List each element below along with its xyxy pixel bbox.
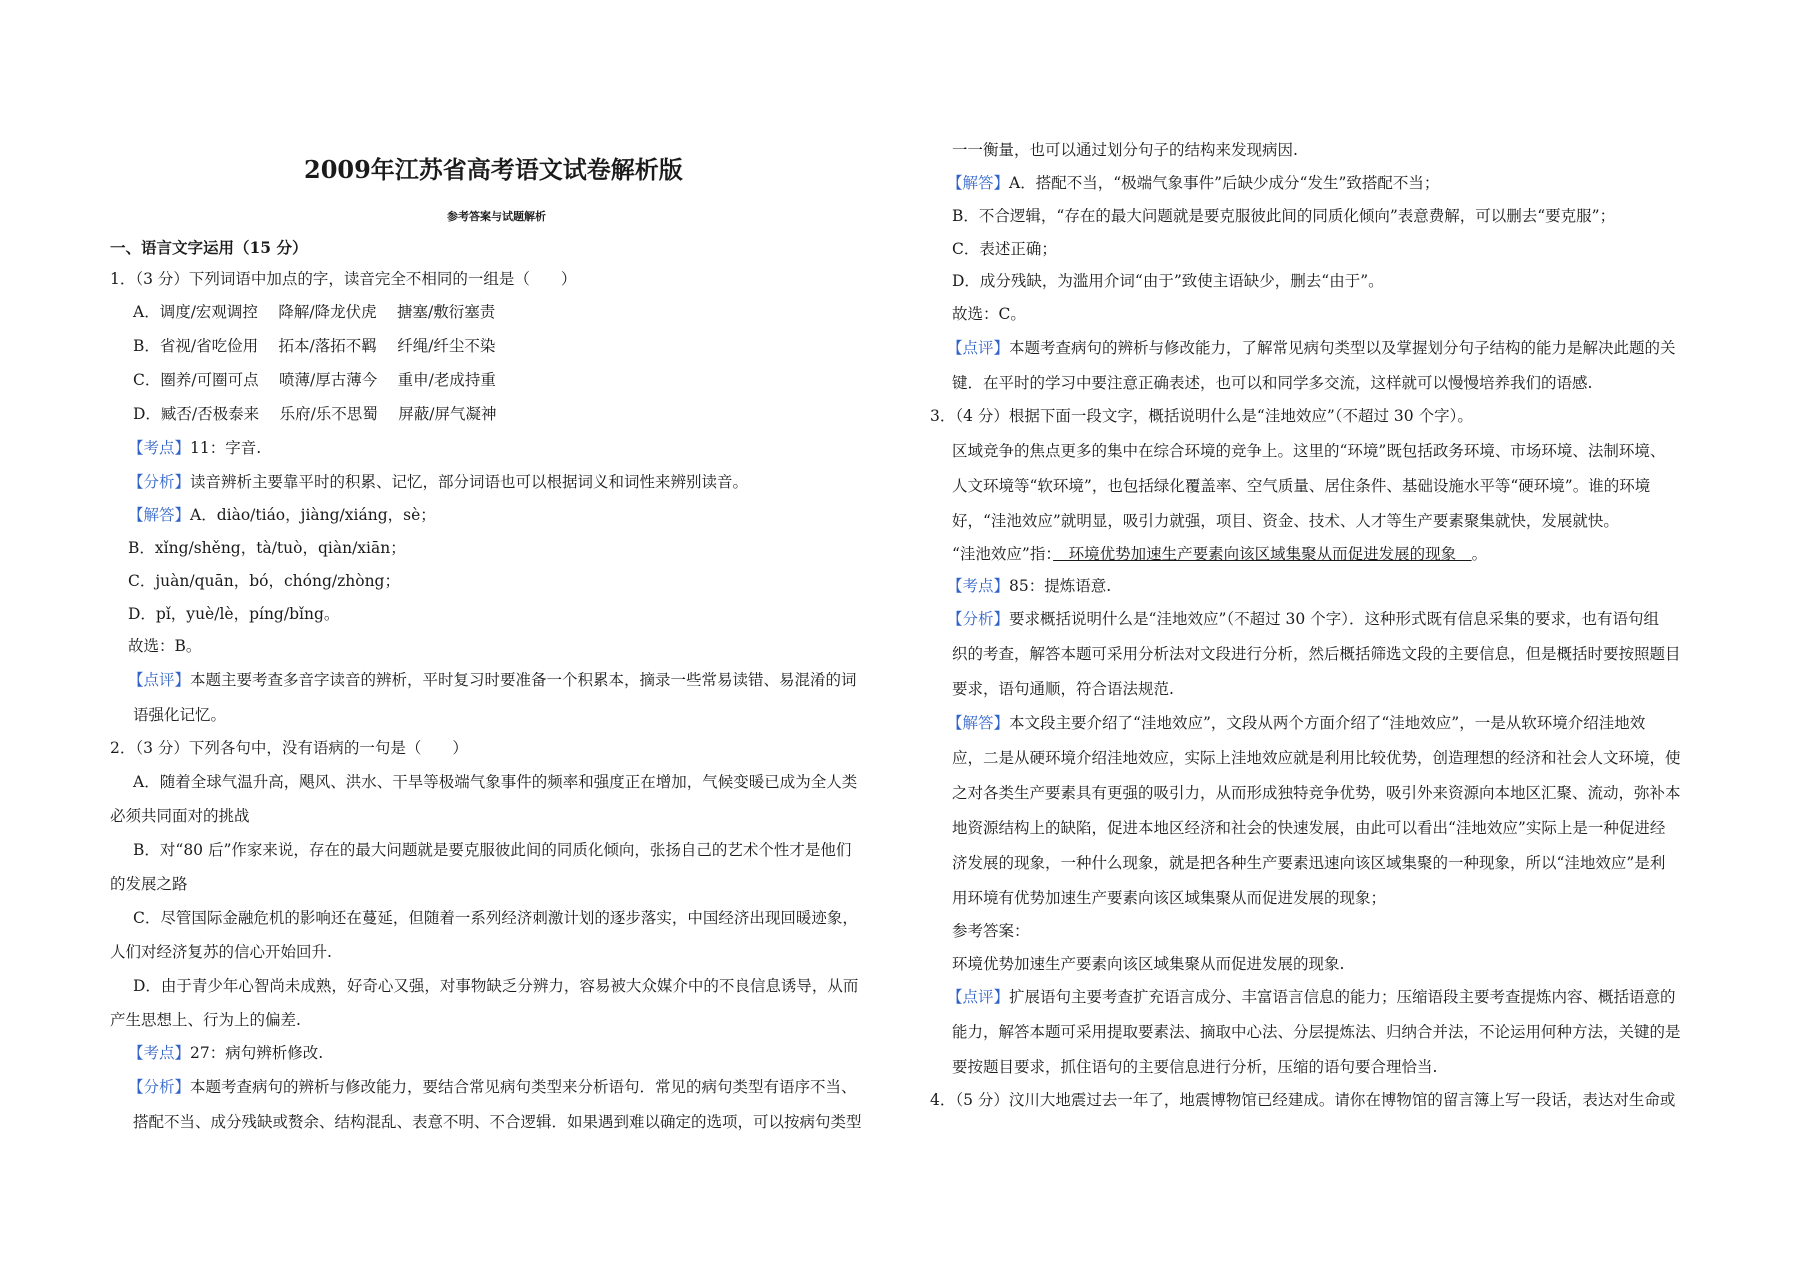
- label-tag: 【解答】: [128, 506, 191, 524]
- label-tag: 【分析】: [128, 473, 191, 491]
- text-line: [110, 942, 332, 962]
- text-line: [128, 636, 201, 656]
- text-line: [952, 441, 1665, 461]
- text-line: [947, 609, 1659, 629]
- line-text: B．xǐng/shěng，tà/tuò，qiàn/xiān；: [128, 539, 406, 557]
- line-text: 济发展的现象，一种什么现象，就是把各种生产要素迅速向该区域集聚的一种现象，所以“洼地效应”是利: [952, 854, 1666, 872]
- text-line: [110, 874, 188, 894]
- line-text: 好，“洼池效应”就明显，吸引力就强，项目、资金、技术、人才等生产要素聚集就快，发展就快。: [952, 512, 1619, 530]
- text-line: [128, 1043, 323, 1063]
- line-text: 11：字音.: [190, 439, 262, 457]
- text-line: [133, 1112, 862, 1132]
- label-tag: 【考点】: [947, 577, 1010, 595]
- line-text: 故选：B。: [128, 637, 202, 655]
- line-text: 85：提炼语意.: [1009, 577, 1112, 595]
- page-subtitle: 参考答案与试题解析: [447, 210, 546, 223]
- line-text: B．不合逻辑，“存在的最大问题就是要克服彼此间的同质化倾向”表意费解，可以删去“要克服”；: [952, 207, 1616, 225]
- text-line: [930, 1090, 1675, 1110]
- text-line: [128, 538, 406, 558]
- text-line: [952, 888, 1386, 908]
- text-line: [952, 206, 1615, 226]
- line-text: 4．（5 分）汶川大地震过去一年了，地震博物馆已经建成。请你在博物馆的留言簿上写一段话，表达对生命或: [930, 1091, 1676, 1109]
- text-line: [133, 772, 857, 792]
- line-text-after: 。: [1471, 545, 1488, 563]
- text-line: [128, 604, 339, 624]
- line-text: 搭配不当、成分残缺或赘余、结构混乱、表意不明、不合逻辑．如果遇到难以确定的选项，可以按病句类型: [133, 1113, 862, 1131]
- line-text: A．搭配不当，“极端气象事件”后缺少成分“发生”致搭配不当；: [1009, 174, 1440, 192]
- text-line: [128, 505, 436, 525]
- text-line: [110, 1010, 301, 1030]
- line-text: 之对各类生产要素具有更强的吸引力，从而形成独特竞争优势，吸引外来资源向本地区汇聚、流动，弥补本: [952, 784, 1681, 802]
- line-text: D．成分残缺，为滥用介词“由于”致使主语缺少，删去“由于”。: [952, 272, 1384, 290]
- line-text: 1．（3 分）下列词语中加点的字，读音完全不相同的一组是（ ）: [110, 270, 577, 288]
- line-text: 必须共同面对的挑战: [110, 807, 250, 825]
- text-line: [952, 239, 1057, 259]
- text-line: [947, 173, 1439, 193]
- text-line: [133, 404, 496, 424]
- text-line: [952, 853, 1665, 873]
- line-text: A．调度/宏观调控 降解/降龙伏虎 搪塞/敷衍塞责: [133, 303, 496, 321]
- text-line: [952, 476, 1650, 496]
- label-tag: 【考点】: [128, 1044, 191, 1062]
- label-tag: 【分析】: [947, 610, 1010, 628]
- line-text: 要按题目要求，抓住语句的主要信息进行分析，压缩的语句要合理恰当.: [952, 1058, 1438, 1076]
- text-line: [952, 954, 1344, 974]
- line-text: 要求，语句通顺，符合语法规范.: [952, 680, 1174, 698]
- text-line: [952, 544, 1487, 564]
- text-line: [952, 921, 1030, 941]
- line-text: D．pǐ，yuè/lè，píng/bǐng。: [128, 605, 340, 623]
- text-line: [133, 336, 495, 356]
- line-text: B．省视/省吃俭用 拓本/落拓不羁 纤绳/纤尘不染: [133, 337, 496, 355]
- line-text: C．尽管国际金融危机的影响还在蔓延，但随着一系列经济刺激计划的逐步落实，中国经济出现回暖迹象，: [133, 909, 858, 927]
- text-line: [128, 1077, 857, 1097]
- text-line: [133, 976, 858, 996]
- text-line: [128, 472, 748, 492]
- text-line: [952, 679, 1174, 699]
- line-text: C．juàn/quān，bó，chóng/zhòng；: [128, 572, 400, 590]
- text-line: [952, 304, 1026, 324]
- line-text: 27：病句辨析修改.: [190, 1044, 324, 1062]
- text-line: [128, 670, 857, 690]
- label-tag: 【点评】: [947, 339, 1010, 357]
- line-text: 要求概括说明什么是“洼地效应”（不超过 30 个字）．这种形式既有信息采集的要求，也有语句组: [1009, 610, 1659, 628]
- line-text: 一一衡量，也可以通过划分句子的结构来发现病因.: [952, 141, 1298, 159]
- line-text: A．diào/tiáo，jiàng/xiáng，sè；: [190, 506, 436, 524]
- label-tag: 【考点】: [128, 439, 191, 457]
- text-line: [952, 748, 1681, 768]
- text-line: [947, 338, 1676, 358]
- text-line: [952, 1057, 1437, 1077]
- line-text: C．圈养/可圈可点 喷薄/厚古薄今 重申/老成持重: [133, 371, 496, 389]
- line-text: 键．在平时的学习中要注意正确表述，也可以和同学多交流，这样就可以慢慢培养我们的语感.: [952, 374, 1593, 392]
- line-text: 能力，解答本题可采用提取要素法、摘取中心法、分层提炼法、归纳合并法，不论运用何种方法，关键的是: [952, 1023, 1681, 1041]
- text-line: [952, 1022, 1681, 1042]
- label-tag: 【解答】: [947, 174, 1010, 192]
- text-line: [930, 406, 1473, 426]
- text-line: [952, 373, 1592, 393]
- line-text: 地资源结构上的缺陷，促进本地区经济和社会的快速发展，由此可以看出“洼地效应”实际上是一种促进经: [952, 819, 1666, 837]
- line-text: 本题考查病句的辨析与修改能力，要结合常见病句类型来分析语句．常见的病句类型有语序不当、: [190, 1078, 857, 1096]
- text-line: [947, 987, 1676, 1007]
- text-line: [128, 438, 261, 458]
- label-tag: 【解答】: [947, 714, 1010, 732]
- line-text: 区域竞争的焦点更多的集中在综合环境的竞争上。这里的“环境”既包括政务环境、市场环境、法制环境、: [952, 442, 1666, 460]
- text-line: [952, 271, 1384, 291]
- text-line: [947, 713, 1645, 733]
- line-text: 人们对经济复苏的信心开始回升.: [110, 943, 332, 961]
- section-heading: 一、语言文字运用（15 分）: [110, 238, 308, 257]
- text-line: [110, 738, 468, 758]
- line-text: 产生思想上、行为上的偏差.: [110, 1011, 301, 1029]
- text-line: [110, 806, 250, 826]
- label-tag: 【点评】: [947, 988, 1010, 1006]
- text-line: [947, 576, 1111, 596]
- text-line: [133, 302, 495, 322]
- label-tag: 【点评】: [128, 671, 191, 689]
- line-text: 织的考查，解答本题可采用分析法对文段进行分析，然后概括筛选文段的主要信息，但是概括时要按照题目: [952, 645, 1681, 663]
- text-line: [952, 783, 1681, 803]
- label-tag: 【分析】: [128, 1078, 191, 1096]
- line-text: 3．（4 分）根据下面一段文字，概括说明什么是“洼地效应”（不超过 30 个字）。: [930, 407, 1473, 425]
- text-line: [133, 840, 851, 860]
- line-text: 人文环境等“软环境”，也包括绿化覆盖率、空气质量、居住条件、基础设施水平等“硬环境”。谁的环境: [952, 477, 1651, 495]
- text-line: [110, 269, 576, 289]
- text-line: [952, 818, 1665, 838]
- line-text: 本题主要考查多音字读音的辨析，平时复习时要准备一个积累本，摘录一些常易读错、易混淆的词: [190, 671, 857, 689]
- line-text: 本题考查病句的辨析与修改能力，了解常见病句类型以及掌握划分句子结构的能力是解决此题的关: [1009, 339, 1676, 357]
- line-text: C．表述正确；: [952, 240, 1057, 258]
- line-text: 故选：C。: [952, 305, 1026, 323]
- text-line: [952, 511, 1619, 531]
- line-text: 扩展语句主要考查扩充语言成分、丰富语言信息的能力；压缩语段主要考查提炼内容、概括语意的: [1009, 988, 1676, 1006]
- line-text: 2．（3 分）下列各句中，没有语病的一句是（ ）: [110, 739, 468, 757]
- text-line: [133, 908, 858, 928]
- line-text: 本文段主要介绍了“洼地效应”，文段从两个方面介绍了“洼地效应”，一是从软环境介绍洼地效: [1009, 714, 1646, 732]
- line-text: 读音辨析主要靠平时的积累、记忆，部分词语也可以根据词义和词性来辨别读音。: [190, 473, 749, 491]
- line-text: D．臧否/否极泰来 乐府/乐不思蜀 屏蔽/屏气凝神: [133, 405, 497, 423]
- text-line: [133, 370, 496, 390]
- line-text: A．随着全球气温升高，飓风、洪水、干旱等极端气象事件的频率和强度正在增加，气候变暖已成为全人类: [133, 773, 858, 791]
- line-text: 应，二是从硬环境介绍洼地效应，实际上洼地效应就是利用比较优势，创造理想的经济和社会人文环境，使: [952, 749, 1681, 767]
- text-line: [133, 705, 226, 725]
- line-text: 用环境有优势加速生产要素向该区域集聚从而促进发展的现象；: [952, 889, 1387, 907]
- text-line: [952, 644, 1681, 664]
- line-text: 语强化记忆。: [133, 706, 227, 724]
- page-title: 2009年江苏省高考语文试卷解析版: [304, 155, 683, 184]
- text-line: [128, 571, 400, 591]
- line-text: D．由于青少年心智尚未成熟，好奇心又强，对事物缺乏分辨力，容易被大众媒介中的不良信息诱导，从而: [133, 977, 859, 995]
- answer-blank: 环境优势加速生产要素向该区域集聚从而促进发展的现象: [1053, 545, 1472, 563]
- line-text: 参考答案：: [952, 922, 1030, 940]
- line-text: “洼池效应”指：: [952, 545, 1054, 563]
- line-text: 的发展之路: [110, 875, 188, 893]
- line-text: B．对“80 后”作家来说，存在的最大问题就是要克服彼此间的同质化倾向，张扬自己的艺术个性才是他们: [133, 841, 852, 859]
- line-text: 环境优势加速生产要素向该区域集聚从而促进发展的现象.: [952, 955, 1345, 973]
- text-line: [952, 140, 1298, 160]
